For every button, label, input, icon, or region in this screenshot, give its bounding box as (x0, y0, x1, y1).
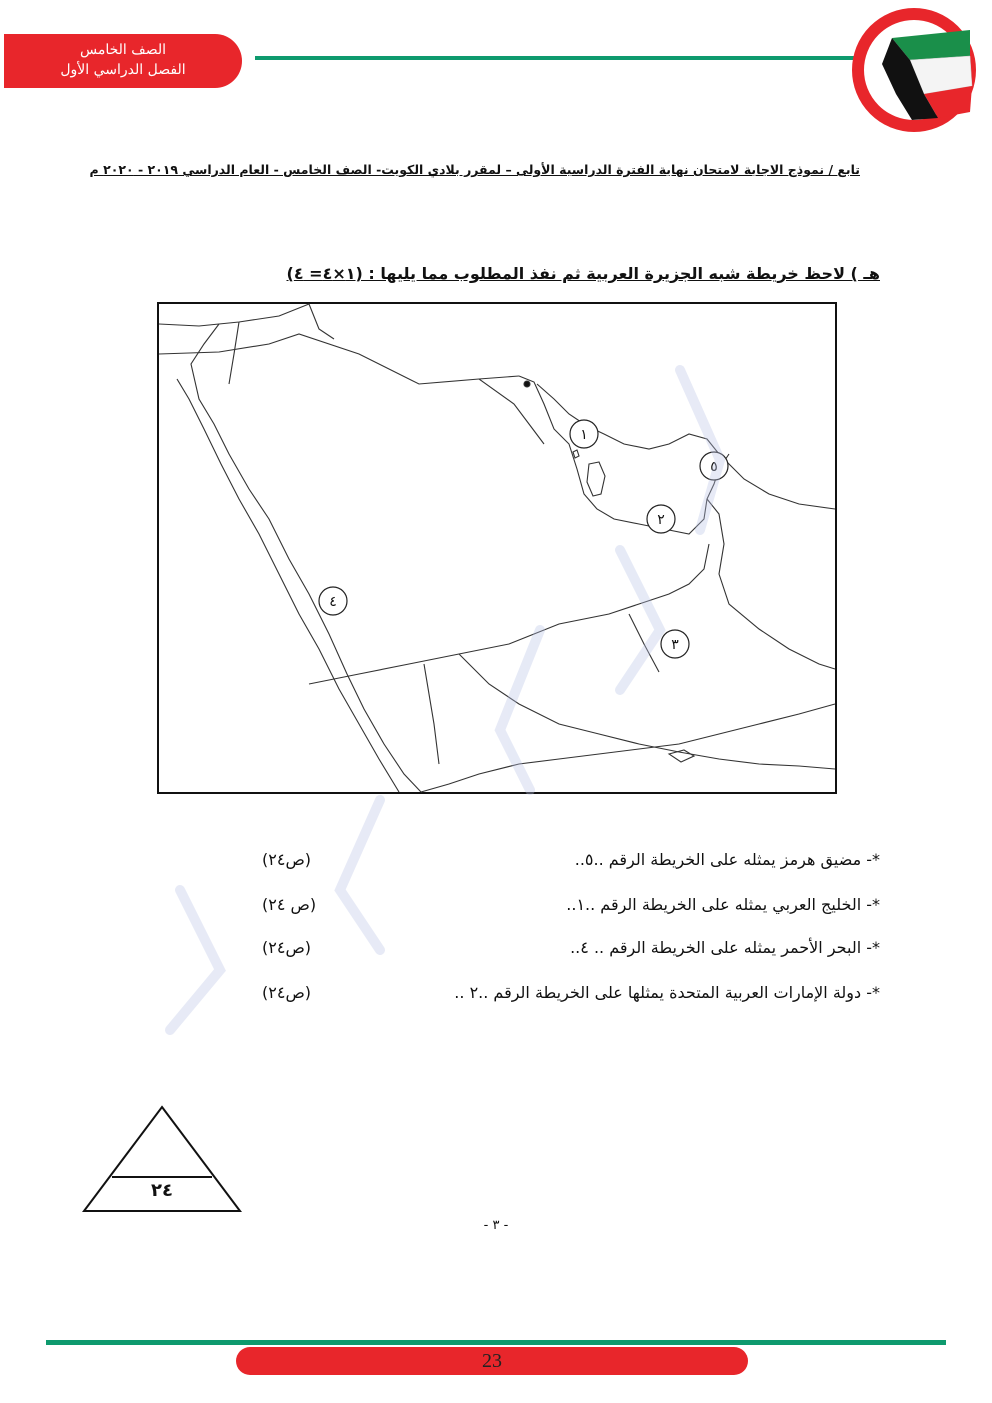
answer-text: *- دولة الإمارات العربية المتحدة يمثلها على الخريطة الرقم ..٢ .. (454, 983, 880, 1002)
kuwait-flag-logo (852, 8, 982, 128)
answer-row (200, 850, 880, 880)
score-value: ٢٤ (151, 1180, 173, 1201)
semester-label: الفصل الدراسي الأول (60, 62, 186, 78)
answer-text: *- البحر الأحمر يمثله على الخريطة الرقم .. ٤.. (570, 938, 880, 957)
answer-text: *- مضيق هرمز يمثله على الخريطة الرقم ..٥.. (574, 850, 880, 869)
answer-page-ref: (ص ٢٤) (262, 895, 317, 914)
arabian-peninsula-map (157, 302, 837, 794)
footer-divider (46, 1340, 946, 1345)
answer-page-ref: (ص٢٤) (262, 983, 312, 1002)
exam-header: تابع / نموذج الاجابة لامتحان نهاية الفترة الدراسية الأولى – لمقرر بلادي الكويت- الصف الخامس - العام الدراسي ٢٠١٩ - ٢٠٢٠ م (89, 162, 860, 177)
page-number: 23 (236, 1347, 748, 1375)
map-marker-label-3: ٣ (671, 637, 679, 653)
map-marker-label-4: ٤ (329, 594, 337, 610)
map-marker-label-5: ٥ (710, 459, 718, 475)
grade-label: الصف الخامس (79, 42, 167, 58)
map-drawing (159, 304, 835, 792)
answer-row (200, 895, 880, 925)
page-marker: - ٣ - (483, 1218, 509, 1233)
answer-row (200, 983, 880, 1013)
answer-row (200, 938, 880, 968)
map-marker-label-1: ١ (580, 427, 588, 443)
grade-banner (4, 34, 242, 88)
answer-text: *- الخليج العربي يمثله على الخريطة الرقم ..١.. (566, 895, 880, 914)
answer-page-ref: (ص٢٤) (262, 850, 312, 869)
header-divider (255, 56, 855, 60)
question-title: هـ ) لاحظ خريطة شبه الجزيرة العربية ثم نفذ المطلوب مما يليها : (١×٤= ٤) (286, 264, 880, 283)
map-marker-label-2: ٢ (657, 512, 665, 528)
answer-page-ref: (ص٢٤) (262, 938, 312, 957)
